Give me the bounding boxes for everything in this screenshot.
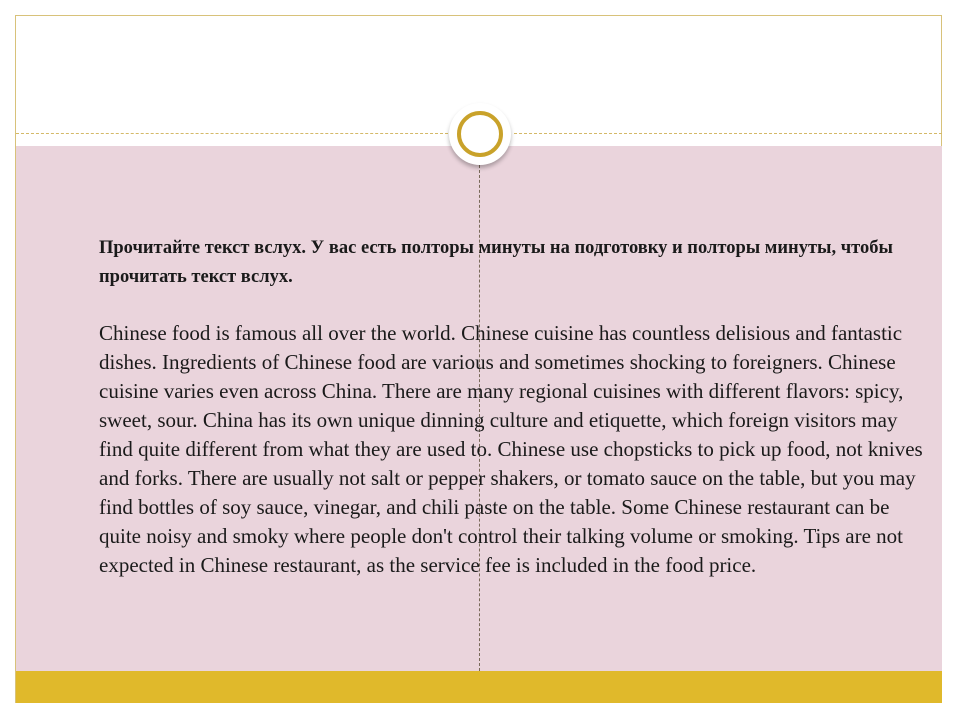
divider-left: [16, 133, 448, 134]
task-instruction: Прочитайте текст вслух. У вас есть полторы минуты на подготовку и полторы минуты, чтобы прочитать текст вслух.: [99, 238, 893, 287]
ring-icon: [457, 111, 503, 157]
slide-content: [99, 234, 924, 580]
footer-band: [16, 671, 942, 703]
reading-text: Chinese food is famous all over the world. Chinese cuisine has countless delisious and fantastic dishes. Ingredients of Chinese food are various and sometimes shocking to foreigners. Chinese cuisine varies even across China. There are many regional cuisines with different flavors: spicy, sweet, sour. China has its own unique dinning culture and etiquette, which foreign visitors may find quite different from what they are used to. Chinese use chopsticks to pick up food, not knives and forks. There are usually not salt or pepper shakers, or tomato sauce on the table, but you may find bottles of soy sauce, vinegar, and chili paste on the table. Some Chinese restaurant can be quite noisy and smoky where people don't control their talking volume or smoking. Tips are not expected in Chinese restaurant, as the service fee is included in the food price.: [99, 321, 923, 577]
divider-right: [514, 133, 942, 134]
circle-ornament: [449, 103, 511, 165]
